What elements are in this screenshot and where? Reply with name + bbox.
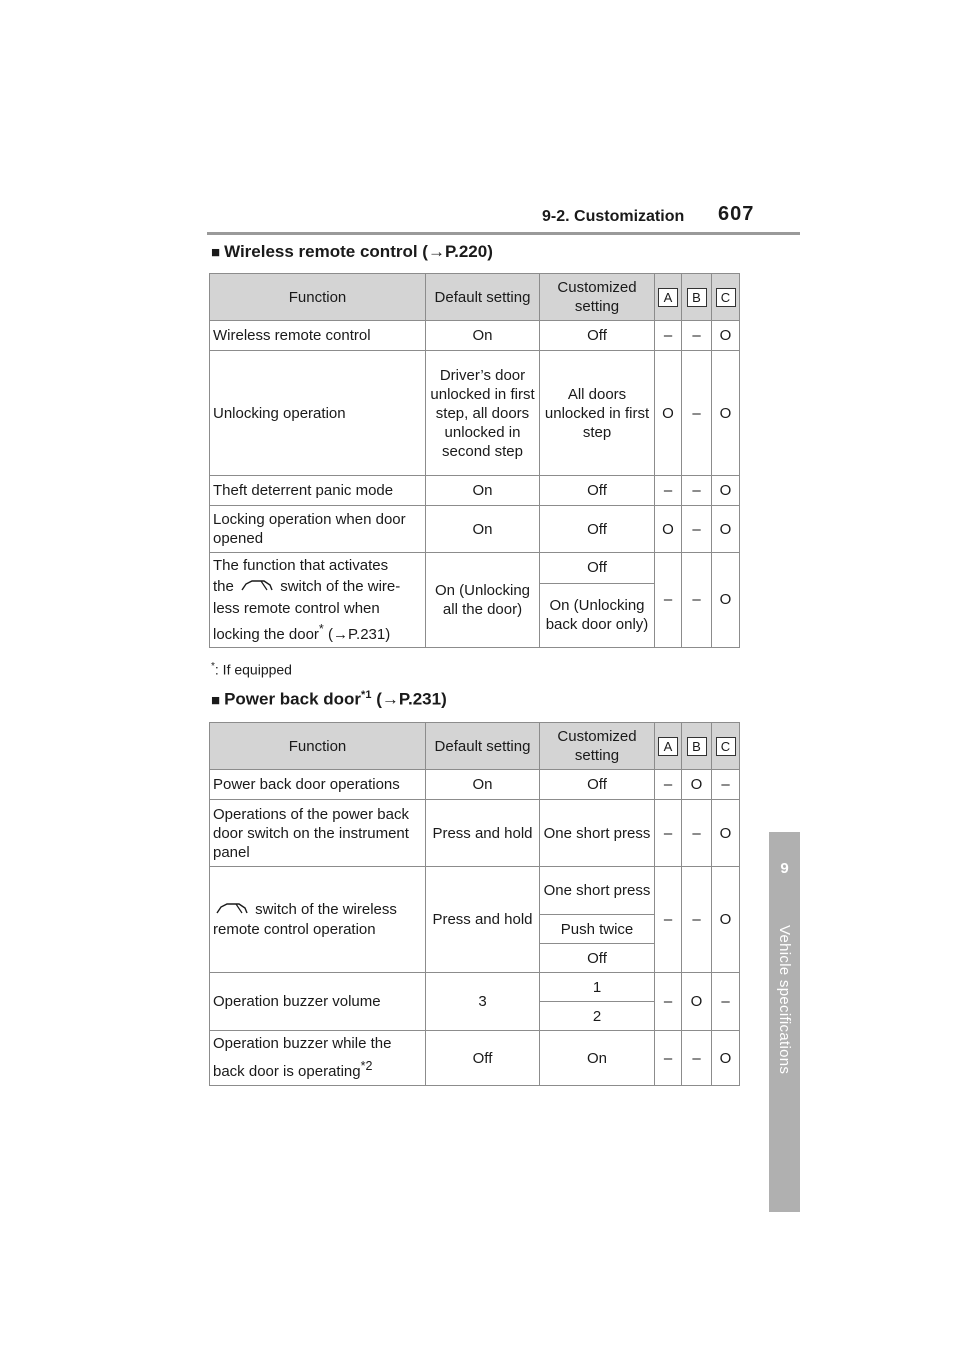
cell-function: Operations of the power back door switch on the instrument panel bbox=[210, 800, 426, 867]
cell-custom: Off bbox=[540, 506, 655, 553]
cell-c: – bbox=[712, 770, 740, 800]
table-row bbox=[210, 321, 740, 351]
cell-custom: Off bbox=[540, 476, 655, 506]
label-b-box: B bbox=[687, 737, 707, 756]
cell-custom: Off bbox=[540, 321, 655, 351]
table-row bbox=[210, 506, 740, 553]
square-bullet: ■ bbox=[211, 691, 221, 709]
cell-custom: All doors unlocked in first step bbox=[540, 351, 655, 476]
header-function: Function bbox=[210, 274, 426, 321]
arrow-glyph: → bbox=[427, 242, 445, 261]
header-a bbox=[655, 723, 682, 770]
cell-c: O bbox=[712, 351, 740, 476]
cell-b: – bbox=[682, 351, 712, 476]
footnote-marker: * bbox=[211, 661, 215, 672]
header-b bbox=[682, 723, 712, 770]
cell-custom: One short press bbox=[540, 867, 655, 915]
cell-function: Operation buzzer volume bbox=[210, 973, 426, 1031]
cell-default: Press and hold bbox=[426, 800, 540, 867]
page-number: 607 bbox=[718, 203, 755, 225]
table-row bbox=[210, 1031, 740, 1086]
label-b-box: B bbox=[687, 288, 707, 307]
cell-default: Driver’s door unlocked in first step, all doors unlocked in second step bbox=[426, 351, 540, 476]
arrow-glyph: (→ bbox=[376, 689, 399, 709]
header-default: Default setting bbox=[426, 723, 540, 770]
header-a bbox=[655, 274, 682, 321]
header-c bbox=[712, 723, 740, 770]
label-c-box: C bbox=[716, 737, 736, 756]
footnote bbox=[211, 661, 292, 678]
cell-b: – bbox=[682, 553, 712, 648]
table-row bbox=[210, 973, 740, 1002]
cell-function: Wireless remote control bbox=[210, 321, 426, 351]
cell-b: O bbox=[682, 973, 712, 1031]
cell-c: O bbox=[712, 321, 740, 351]
section-header: 9-2. Customization bbox=[542, 208, 685, 225]
header-b bbox=[682, 274, 712, 321]
square-bullet: ■ bbox=[211, 244, 221, 261]
cell-custom: Off bbox=[540, 944, 655, 973]
footnote-text: : If equipped bbox=[214, 661, 292, 678]
cell-function: Theft deterrent panic mode bbox=[210, 476, 426, 506]
cell-b: – bbox=[682, 800, 712, 867]
function-word: the bbox=[213, 578, 234, 595]
cell-custom: 1 bbox=[540, 973, 655, 1002]
power-back-door-table bbox=[209, 722, 740, 1086]
cell-custom: Off bbox=[540, 770, 655, 800]
header-custom: Customized setting bbox=[540, 274, 655, 321]
chapter-number: 9 bbox=[780, 860, 789, 877]
cell-function: Power back door operations bbox=[210, 770, 426, 800]
cell-default: 3 bbox=[426, 973, 540, 1031]
back-door-key-icon bbox=[215, 901, 249, 920]
cell-b: – bbox=[682, 1031, 712, 1086]
arrow-glyph: (→ bbox=[327, 625, 348, 643]
cell-default: On (Unlocking all the door) bbox=[426, 553, 540, 648]
cell-function bbox=[210, 867, 426, 973]
page-reference-link[interactable]: P.231) bbox=[398, 689, 447, 709]
cell-custom: 2 bbox=[540, 1002, 655, 1031]
wireless-remote-table bbox=[209, 273, 740, 648]
section-title-wireless-remote bbox=[211, 242, 493, 262]
cell-function bbox=[210, 1031, 426, 1086]
cell-b: – bbox=[682, 476, 712, 506]
function-text: switch of the wireless remote control operation bbox=[213, 901, 397, 938]
cell-b: – bbox=[682, 321, 712, 351]
footnote-marker: *1 bbox=[361, 689, 372, 701]
table-row bbox=[210, 351, 740, 476]
function-line bbox=[213, 619, 422, 645]
cell-custom: On bbox=[540, 1031, 655, 1086]
table-header-row bbox=[210, 274, 740, 321]
cell-c: O bbox=[712, 476, 740, 506]
cell-custom: On (Unlocking back door only) bbox=[540, 583, 655, 647]
cell-c: O bbox=[712, 867, 740, 973]
cell-a: – bbox=[655, 973, 682, 1031]
cell-b: O bbox=[682, 770, 712, 800]
function-word: locking the door bbox=[213, 625, 319, 643]
cell-a: O bbox=[655, 351, 682, 476]
table-row bbox=[210, 867, 740, 915]
cell-c: O bbox=[712, 553, 740, 648]
cell-default: Off bbox=[426, 1031, 540, 1086]
page-reference-link[interactable]: P.231) bbox=[347, 625, 391, 643]
cell-default: Press and hold bbox=[426, 867, 540, 973]
section-title-text: Power back door bbox=[224, 689, 362, 709]
header-default: Default setting bbox=[426, 274, 540, 321]
cell-a: – bbox=[655, 476, 682, 506]
cell-a: – bbox=[655, 800, 682, 867]
cell-a: – bbox=[655, 770, 682, 800]
cell-b: – bbox=[682, 867, 712, 973]
header-c bbox=[712, 274, 740, 321]
cell-c: O bbox=[712, 506, 740, 553]
table-header-row bbox=[210, 723, 740, 770]
cell-a: – bbox=[655, 1031, 682, 1086]
function-text: Operation buzzer while the back door is operating bbox=[213, 1035, 392, 1080]
header-function: Function bbox=[210, 723, 426, 770]
label-a-box: A bbox=[658, 737, 678, 756]
table-row bbox=[210, 553, 740, 584]
cell-custom: Off bbox=[540, 553, 655, 584]
cell-custom: One short press bbox=[540, 800, 655, 867]
function-line: less remote control when bbox=[213, 599, 380, 617]
cell-function: Locking operation when door opened bbox=[210, 506, 426, 553]
cell-default: On bbox=[426, 770, 540, 800]
table-row bbox=[210, 800, 740, 867]
cell-a: – bbox=[655, 553, 682, 648]
function-word: switch of the wire- bbox=[280, 578, 401, 595]
cell-c: – bbox=[712, 973, 740, 1031]
cell-c: O bbox=[712, 800, 740, 867]
cell-custom: Push twice bbox=[540, 915, 655, 944]
cell-c: O bbox=[712, 1031, 740, 1086]
cell-b: – bbox=[682, 506, 712, 553]
header-custom: Customized setting bbox=[540, 723, 655, 770]
cell-function: Unlocking operation bbox=[210, 351, 426, 476]
cell-a: – bbox=[655, 321, 682, 351]
cell-default: On bbox=[426, 476, 540, 506]
section-title-power-back-door bbox=[211, 689, 447, 710]
header-divider bbox=[207, 232, 800, 235]
cell-a: – bbox=[655, 867, 682, 973]
function-line bbox=[213, 576, 422, 598]
back-door-key-icon bbox=[240, 577, 274, 598]
cell-a: O bbox=[655, 506, 682, 553]
chapter-label: Vehicle specifications bbox=[776, 925, 793, 1075]
footnote-marker: *2 bbox=[360, 1059, 373, 1073]
page-reference-link[interactable]: P.220) bbox=[444, 242, 493, 261]
table-row bbox=[210, 476, 740, 506]
label-c-box: C bbox=[716, 288, 736, 307]
cell-default: On bbox=[426, 506, 540, 553]
section-title-text: Wireless remote control ( bbox=[224, 242, 428, 261]
cell-function bbox=[210, 553, 426, 648]
function-line: The function that activates bbox=[213, 557, 389, 574]
footnote-marker: * bbox=[318, 621, 324, 636]
label-a-box: A bbox=[658, 288, 678, 307]
table-row bbox=[210, 770, 740, 800]
cell-default: On bbox=[426, 321, 540, 351]
